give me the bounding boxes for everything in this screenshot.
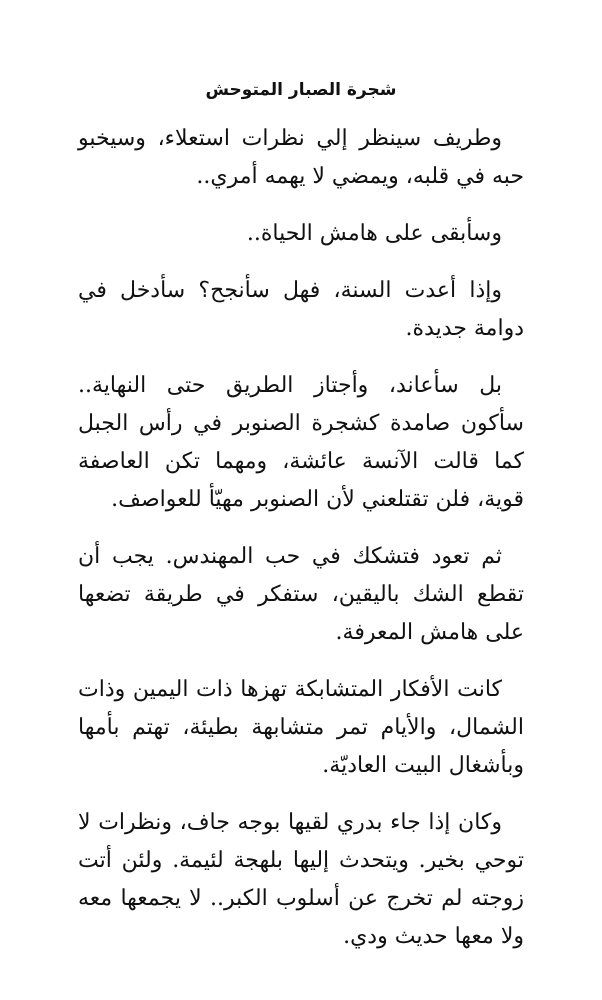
paragraph-3: وإذا أعدت السنة، فهل سأنجح؟ سأدخل في دوامة جديدة. bbox=[78, 278, 524, 341]
chapter-title: شجرة الصبار المتوحش bbox=[205, 80, 397, 100]
paragraph-5: ثم تعود فتشكك في حب المهندس. يجب أن تقطع الشك باليقين، ستفكر في طريقة تضعها على هامش المعرفة. bbox=[78, 544, 524, 645]
paragraph-1: وطريف سينظر إلي نظرات استعلاء، وسيخبو حبه في قلبه، ويمضي لا يهمه أمري.. bbox=[78, 126, 524, 189]
paragraph-6: كانت الأفكار المتشابكة تهزها ذات اليمين وذات الشمال، والأيام تمر متشابهة بطيئة، تهتم بأمها وبأشغال البيت العاديّة. bbox=[78, 677, 524, 778]
paragraph-4: بل سأعاند، وأجتاز الطريق حتى النهاية.. سأكون صامدة كشجرة الصنوبر في رأس الجبل كما قالت الآنسة عائشة، ومهما تكن العاصفة قوية، فلن تقتلعني لأن الصنوبر مهيّأ للعواصف. bbox=[78, 373, 524, 512]
page-body bbox=[78, 120, 524, 956]
paragraph-7: وكان إذا جاء بدري لقيها بوجه جاف، ونظرات لا توحي بخير. ويتحدث إليها بلهجة لئيمة. ولئن أتت زوجته لم تخرج عن أسلوب الكبر.. لا يجمعها معه ولا معها حديث ودي. bbox=[78, 810, 524, 949]
paragraph-2: وسأبقى على هامش الحياة.. bbox=[246, 221, 502, 246]
